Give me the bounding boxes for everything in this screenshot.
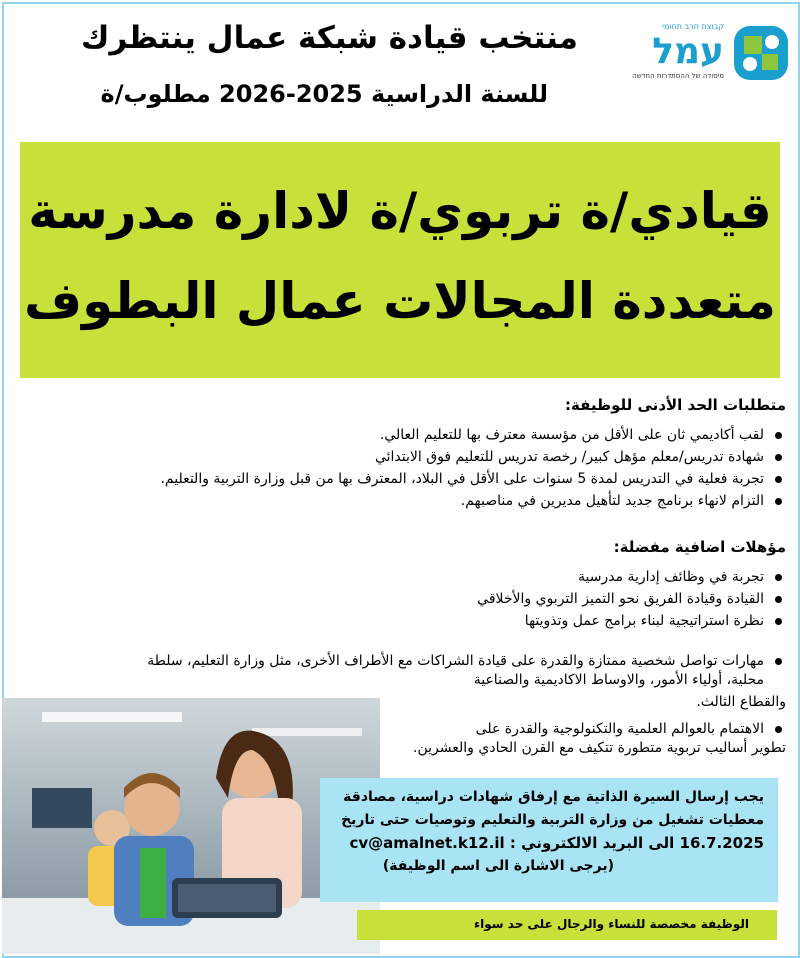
apply-line-3[interactable]: 16.7.2025 الى البريد الالكتروني : cv@amalnet.k12.il [349, 834, 764, 852]
logo-tagline-bottom: מיסודה של ההסתדרות החדשה [632, 72, 724, 80]
footer-note: الوظيفة مخصصة للنساء والرجال على حد سواء [474, 917, 749, 931]
list-item-text-cont: تطوير أساليب تربوية متطورة تتكيف مع القرن الحادي والعشرين. [413, 740, 786, 756]
list-item [160, 468, 786, 490]
list-item [477, 588, 786, 610]
preferred-list-cont [147, 650, 786, 672]
bullet-icon [775, 454, 782, 461]
list-item-text: القيادة وقيادة الفريق نحو التميز التربوي والأخلاقي [477, 591, 764, 607]
bullet-icon [775, 432, 782, 439]
preferred-title: مؤهلات اضافية مفضلة: [613, 538, 786, 556]
banner-line-2: متعددة المجالات عمال البطوف [24, 272, 776, 330]
application-box [320, 778, 778, 902]
amal-logo [605, 22, 790, 92]
list-item-text: تجربة فعلية في التدريس لمدة 5 سنوات على الأقل في البلاد، المعترف بها من قبل وزارة التربية والتعليم. [160, 471, 764, 487]
banner-line-1: قيادي/ة تربوي/ة لادارة مدرسة [28, 182, 772, 240]
preferred-list-last [476, 718, 786, 740]
bullet-icon [775, 726, 782, 733]
list-item [477, 566, 786, 588]
list-item-text: الاهتمام بالعوالم العلمية والتكنولوجية والقدرة على [475, 721, 764, 737]
bullet-icon [775, 574, 782, 581]
list-item [160, 446, 786, 468]
list-item [476, 718, 786, 740]
list-item-text: تجربة في وظائف إدارية مدرسية [577, 569, 764, 585]
bullet-icon [775, 476, 782, 483]
list-item-text: نظرة استراتيجية لبناء برامج عمل وتذويتها [524, 613, 764, 629]
list-item [160, 424, 786, 446]
bullet-icon [775, 498, 782, 505]
position-banner [20, 142, 780, 378]
requirements-title: متطلبات الحد الأدنى للوظيفة: [564, 396, 786, 414]
list-item [147, 650, 786, 672]
list-item-text: لقب أكاديمي ثان على الأقل من مؤسسة معترف بها للتعليم العالي. [379, 427, 764, 443]
list-item-text: شهادة تدريس/معلم مؤهل كبير/ رخصة تدريس للتعليم فوق الابتدائي [374, 449, 764, 465]
list-item [477, 610, 786, 632]
requirements-list [160, 424, 786, 512]
logo-wordmark: עמל [652, 31, 724, 72]
apply-line-2: معطيات تشغيل من وزارة التربية والتعليم وتوصيات حتى تاريخ [341, 812, 764, 828]
bullet-icon [775, 596, 782, 603]
preferred-list [477, 566, 786, 632]
bullet-icon [775, 658, 782, 665]
apply-line-1: يجب إرسال السيرة الذاتية مع إرفاق شهادات دراسية، مصادقة [343, 789, 764, 805]
logo-tagline-top: קבוצת חרב תחומי [662, 22, 724, 31]
bullet-icon [775, 618, 782, 625]
page-title: منتخب قيادة شبكة عمال ينتظرك [81, 20, 578, 56]
page-subtitle: للسنة الدراسية 2025-2026 مطلوب/ة [100, 80, 548, 108]
application-text [341, 786, 764, 878]
list-item-text: التزام لانهاء برنامج جديد لتأهيل مديرين في مناصبهم. [460, 493, 764, 509]
list-item-text: مهارات تواصل شخصية ممتازة والقدرة على قيادة الشراكات مع الأطراف الأخرى، مثل وزارة التعليم، سلطة [147, 653, 764, 669]
list-item [160, 490, 786, 512]
amal-logo-icon [732, 24, 790, 82]
list-item-text-cont: والقطاع الثالث. [696, 694, 786, 710]
footer-note-box [357, 910, 777, 940]
apply-line-4: (يرجى الاشارة الى اسم الوظيفة) [382, 858, 614, 874]
list-item-text-cont: محلية، أولياء الأمور، والاوساط الاكاديمية والصناعية [473, 672, 764, 688]
